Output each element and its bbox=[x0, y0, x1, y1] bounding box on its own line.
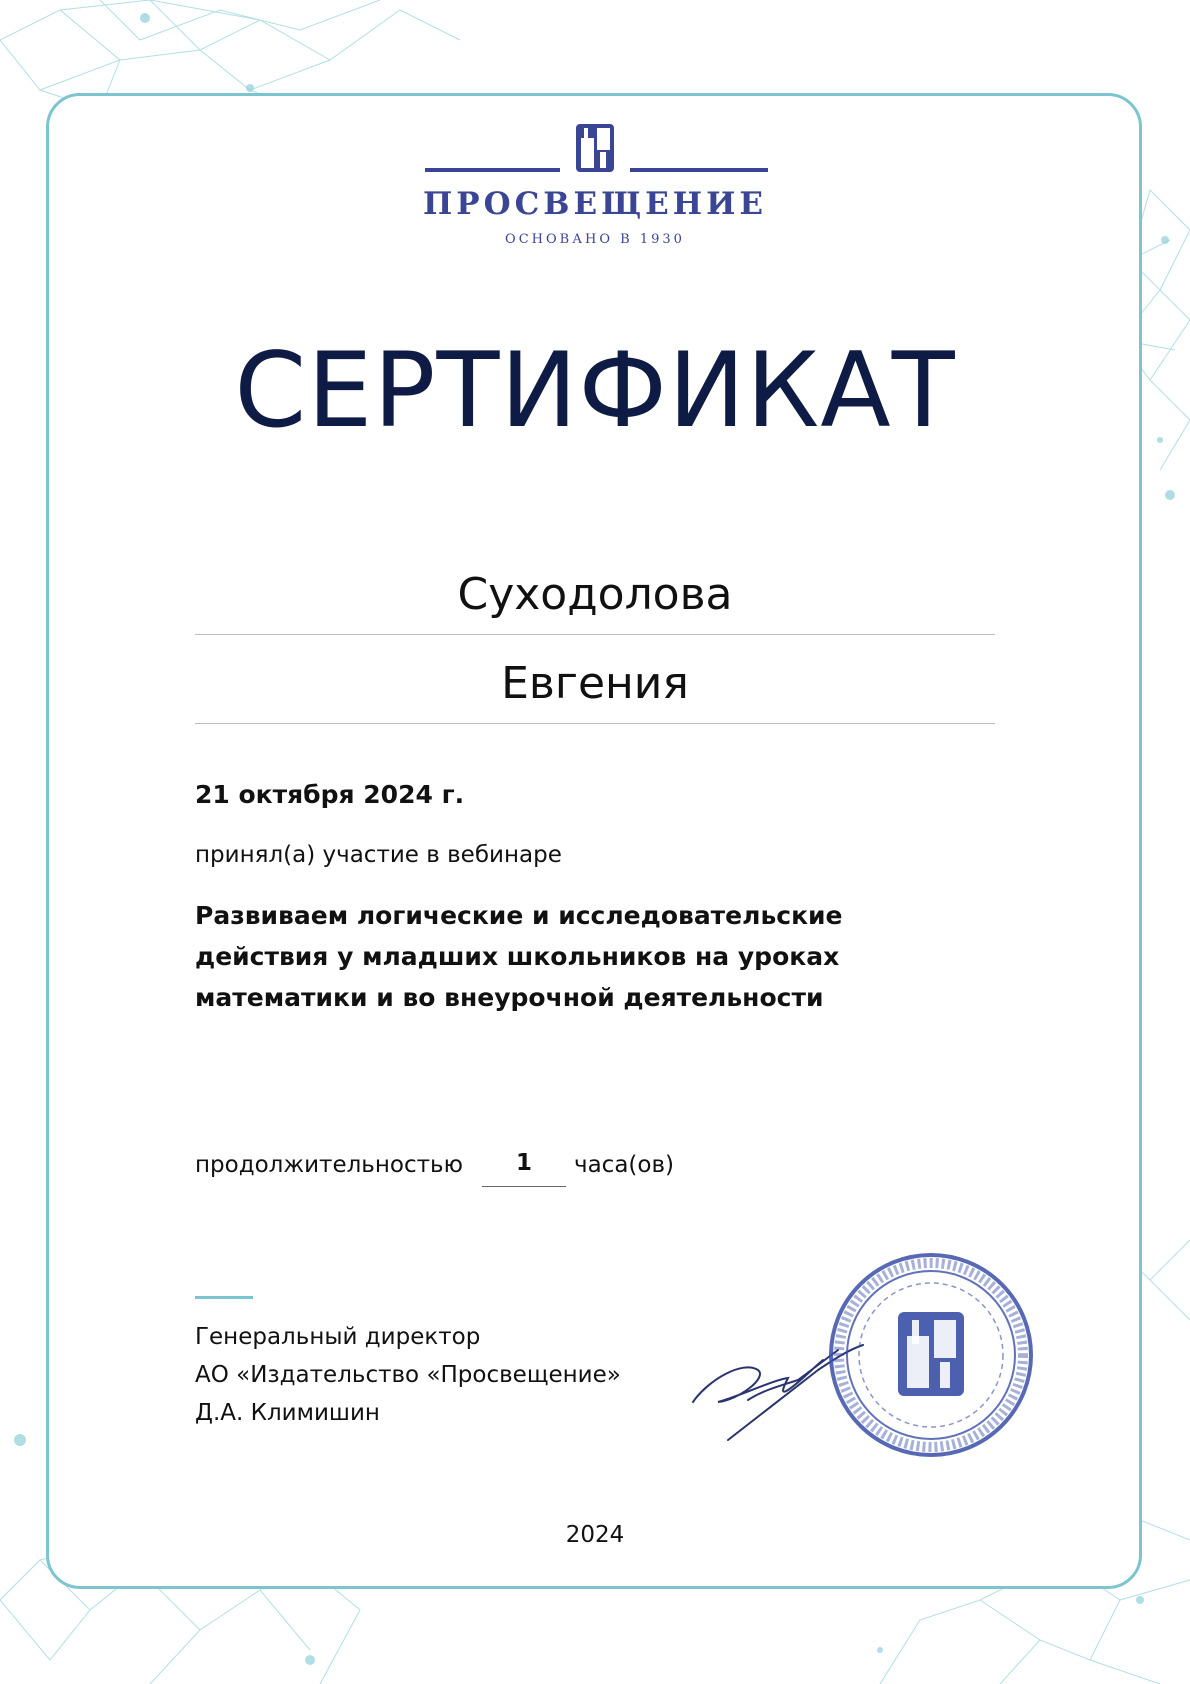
signatory-block bbox=[195, 1318, 621, 1432]
recipient-surname: Суходолова bbox=[457, 569, 733, 620]
event-date: 21 октября 2024 г. bbox=[195, 780, 465, 809]
publisher-emblem-icon bbox=[420, 118, 770, 178]
duration-value: 1 bbox=[515, 1150, 532, 1176]
first-name-underline bbox=[195, 723, 995, 724]
duration-underline bbox=[482, 1186, 566, 1187]
publisher-name: ПРОСВЕЩЕНИЕ bbox=[422, 186, 767, 222]
signatory-position: Генеральный директор bbox=[195, 1324, 481, 1350]
publisher-founded: ОСНОВАНО В 1930 bbox=[505, 232, 685, 247]
certificate-title: СЕРТИФИКАТ bbox=[234, 331, 956, 451]
webinar-title: Развиваем логические и исследовательские действия у младших школьников на уроках математики и во внеурочной деятельности bbox=[195, 901, 843, 1012]
duration-unit: часа(ов) bbox=[574, 1152, 674, 1178]
signatory-organization: АО «Издательство «Просвещение» bbox=[195, 1362, 621, 1388]
surname-underline bbox=[195, 634, 995, 635]
signatory-accent-line bbox=[195, 1296, 253, 1299]
signatory-name: Д.А. Климишин bbox=[195, 1400, 380, 1426]
duration-label: продолжительностью bbox=[195, 1152, 463, 1178]
certificate-year: 2024 bbox=[565, 1522, 625, 1548]
official-stamp-icon bbox=[826, 1250, 1036, 1460]
participation-text: принял(а) участие в вебинаре bbox=[195, 842, 562, 868]
recipient-first-name: Евгения bbox=[501, 658, 689, 709]
